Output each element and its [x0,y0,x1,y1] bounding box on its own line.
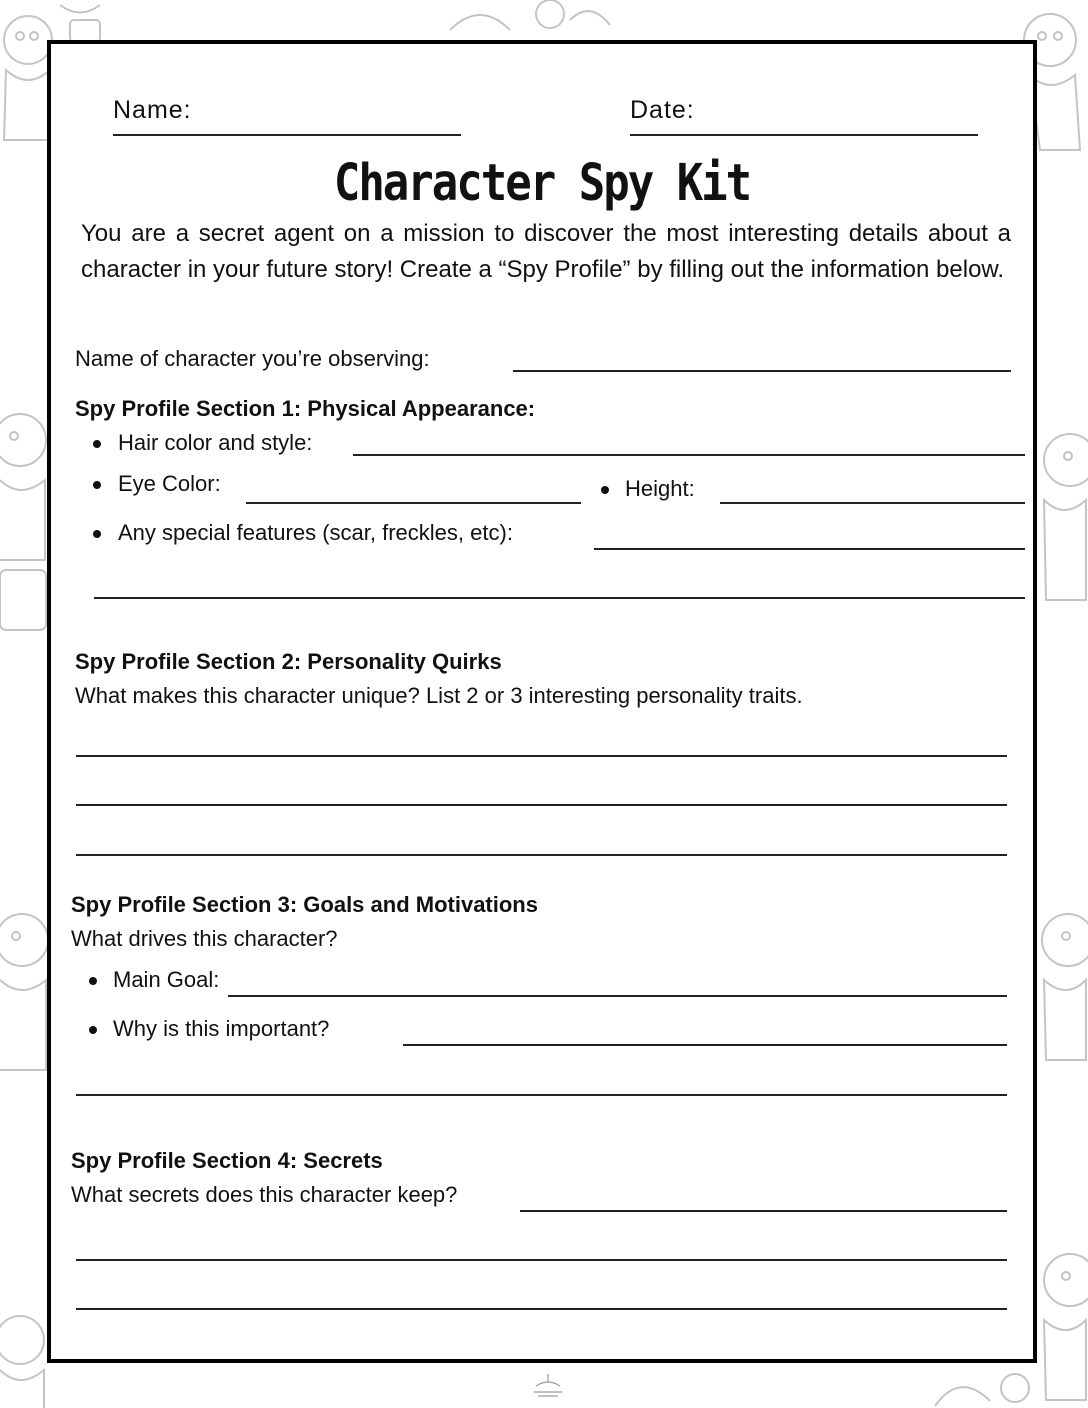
main-goal-label: Main Goal: [113,967,220,992]
doodle-right-mid [1040,400,1088,620]
doodle-left-mid [0,400,50,640]
why-important-line[interactable] [403,1044,1007,1046]
section1-heading: Spy Profile Section 1: Physical Appearance: [75,396,536,421]
date-label: Date: [630,96,695,124]
secrets-line-1[interactable] [520,1210,1007,1212]
eye-color-label: Eye Color: [118,471,221,496]
eye-color-line[interactable] [246,502,581,504]
special-features-line[interactable] [594,548,1025,550]
height-label: Height: [625,476,695,501]
traits-line-1[interactable] [76,755,1007,757]
section4-prompt: What secrets does this character keep? [71,1182,458,1207]
section2-heading: Spy Profile Section 2: Personality Quirks [75,649,502,674]
special-features-line-2[interactable] [94,597,1025,599]
height-line[interactable] [720,502,1025,504]
doodle-left-low [0,890,50,1090]
traits-line-2[interactable] [76,804,1007,806]
bullet-icon [93,530,101,538]
page-title: Character Spy Kit [333,154,751,213]
traits-line-3[interactable] [76,854,1007,856]
date-input-line[interactable] [630,134,978,136]
bullet-icon [93,440,101,448]
doodle-bottom-right [1040,1240,1088,1408]
bullet-icon [89,1026,97,1034]
worksheet-frame [47,40,1037,1363]
section4-heading: Spy Profile Section 4: Secrets [71,1148,383,1173]
name-label: Name: [113,96,192,124]
doodle-bottom-center [930,1366,1040,1408]
bullet-icon [89,977,97,985]
special-features-label: Any special features (scar, freckles, etc): [118,520,513,545]
hair-line[interactable] [353,454,1025,456]
bullet-icon [93,481,101,489]
secrets-line-3[interactable] [76,1308,1007,1310]
main-goal-line[interactable] [228,995,1007,997]
character-name-label: Name of character you’re observing: [75,346,430,371]
character-name-line[interactable] [513,370,1011,372]
section2-prompt: What makes this character unique? List 2 or 3 interesting personality traits. [75,683,803,708]
section3-heading: Spy Profile Section 3: Goals and Motivations [71,892,538,917]
doodle-top-center [440,0,620,40]
secrets-line-2[interactable] [76,1259,1007,1261]
intro-paragraph: You are a secret agent on a mission to discover the most interesting details about a character in your future story! Create a “Spy Profile” by filling out the information below. [81,220,1011,283]
bullet-icon [601,486,609,494]
doodle-right-low [1040,880,1088,1080]
hair-label: Hair color and style: [118,430,313,455]
why-important-label: Why is this important? [113,1016,330,1041]
name-input-line[interactable] [113,134,461,136]
why-important-line-2[interactable] [76,1094,1007,1096]
section3-prompt: What drives this character? [71,926,338,951]
publisher-logo-icon [528,1372,568,1398]
doodle-bottom-left [0,1300,50,1408]
